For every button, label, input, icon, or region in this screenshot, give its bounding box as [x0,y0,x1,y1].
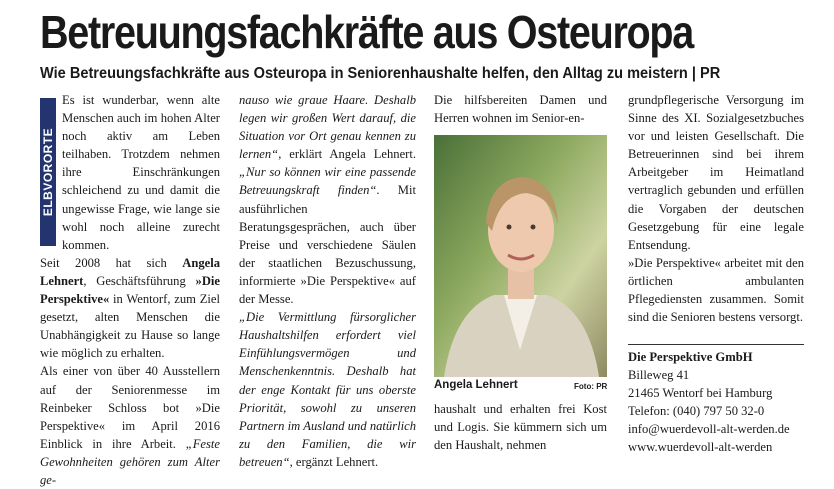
region-tag [40,98,56,246]
paragraph-quote-1 [239,91,416,308]
article-column-3-bottom [434,400,607,454]
quote-text: nauso wie graue Haare. Deshalb legen wir großen Wert darauf, die Situation vor Ort genau kennen zu lernen“ [239,93,416,162]
text-span: , erklärt Angela Lehnert. [278,147,416,162]
contact-company [628,348,818,366]
contact-phone: Telefon: (040) 797 50 32-0 [628,404,765,419]
paragraph-col3-top: Die hilfsbereiten Damen und Herren wohnen im Senior-en- [434,93,607,126]
contact-street: Billeweg 41 [628,368,690,383]
contact-block [628,348,818,457]
paragraph-founder [40,254,220,363]
paragraph-cooperation: »Die Perspektive« arbeitet mit den örtlichen ambulanten Pflegediensten zusammen. Somit sind die Senioren bestens versorgt. [628,255,804,325]
text-span: Seit 2008 hat sich [40,255,183,270]
paragraph-care: grundpflegerische Versorgung im Sinne des XI. Sozialgesetzbuches vor und leisten Gesellschaft. Die Betreuerinnen sind bei ihrem Arbeitgeber im Heimatland vertraglich gebunden und erfüllen die Vorgaben der deutschen Gesetzgebung für eine legale Entsendung. [628,93,804,252]
article-column-3 [434,91,607,127]
article-column-4 [628,91,804,326]
headline: Betreuungsfachkräfte aus Osteuropa [40,6,694,58]
text-span: . Mit ausführlichen Beratungsgesprächen, auch über Preise und verschiedene Säulen der staatlichen Bezuschussung, informierte »Die Perspektive« auf der Messe. [239,183,416,307]
text-span: Als einer von über 40 Ausstellern auf der Seniorenmesse im Reinbeker Schloss bot »Die Perspektive« im April 2016 Einblick in ihre Arbeit. [40,364,220,451]
article-column-1 [40,91,220,489]
quote-text: „Feste Gewohnheiten gehören zum Alter ge- [40,436,220,487]
paragraph-intro: Es ist wunderbar, wenn alte Menschen auch im hohen Alter noch aktiv am Leben teilhaben. Trotzdem nehmen ihre Einschränkungen schleichend zu und damit die ungewisse Frage, wie lange sie wohl noch alleine zurecht kommen. [62,93,220,252]
photo-caption-name: Angela Lehnert [434,379,518,391]
text-span: , Geschäftsführung [83,273,196,288]
text-span: in Wentorf, zum Ziel gesetzt, alten Menschen die Unabhängigkeit zu Hause so lange wie möglich zu erhalten. [40,292,220,361]
text-span: , ergänzt Lehnert. [289,454,379,469]
person-name: Angela Lehnert [40,255,220,288]
region-tag-label: ELBVORORTE [41,127,55,217]
contact-website[interactable]: www.wuerdevoll-alt-werden [628,440,773,455]
quote-text: „Die Vermittlung fürsorglicher Haushaltshilfen erfordert viel Einfühlungsvermögen und Menschenkenntnis. Deshalb hat der enge Kontakt für uns oberste Priorität, sowohl zu unseren Partnern im Ausland und natürlich zu den Familien, die wir betreuen“ [239,310,416,469]
company-name: Die Perspektive GmbH [628,350,753,364]
subtitle: Wie Betreuungsfachkräfte aus Osteuropa in Seniorenhaushalte helfen, den Alltag zu meistern | PR [40,65,721,82]
contact-email[interactable]: info@wuerdevoll-alt-werden.de [628,422,790,437]
portrait-photo [434,135,607,377]
paragraph-fair [40,362,220,489]
portrait-illustration [434,135,607,377]
contact-city: 21465 Wentorf bei Hamburg [628,386,773,401]
contact-divider [628,344,804,345]
company-name: »Die Perspektive« [40,273,220,307]
paragraph-quote-2 [239,308,416,471]
paragraph-col3-bottom: haushalt und erhalten frei Kost und Logis. Sie kümmern sich um den Haushalt, nehmen [434,402,607,453]
article-column-2 [239,91,416,471]
quote-text: „Nur so können wir eine passende Betreuungskraft finden“ [239,165,416,198]
photo-credit: Foto: PR [574,382,608,391]
